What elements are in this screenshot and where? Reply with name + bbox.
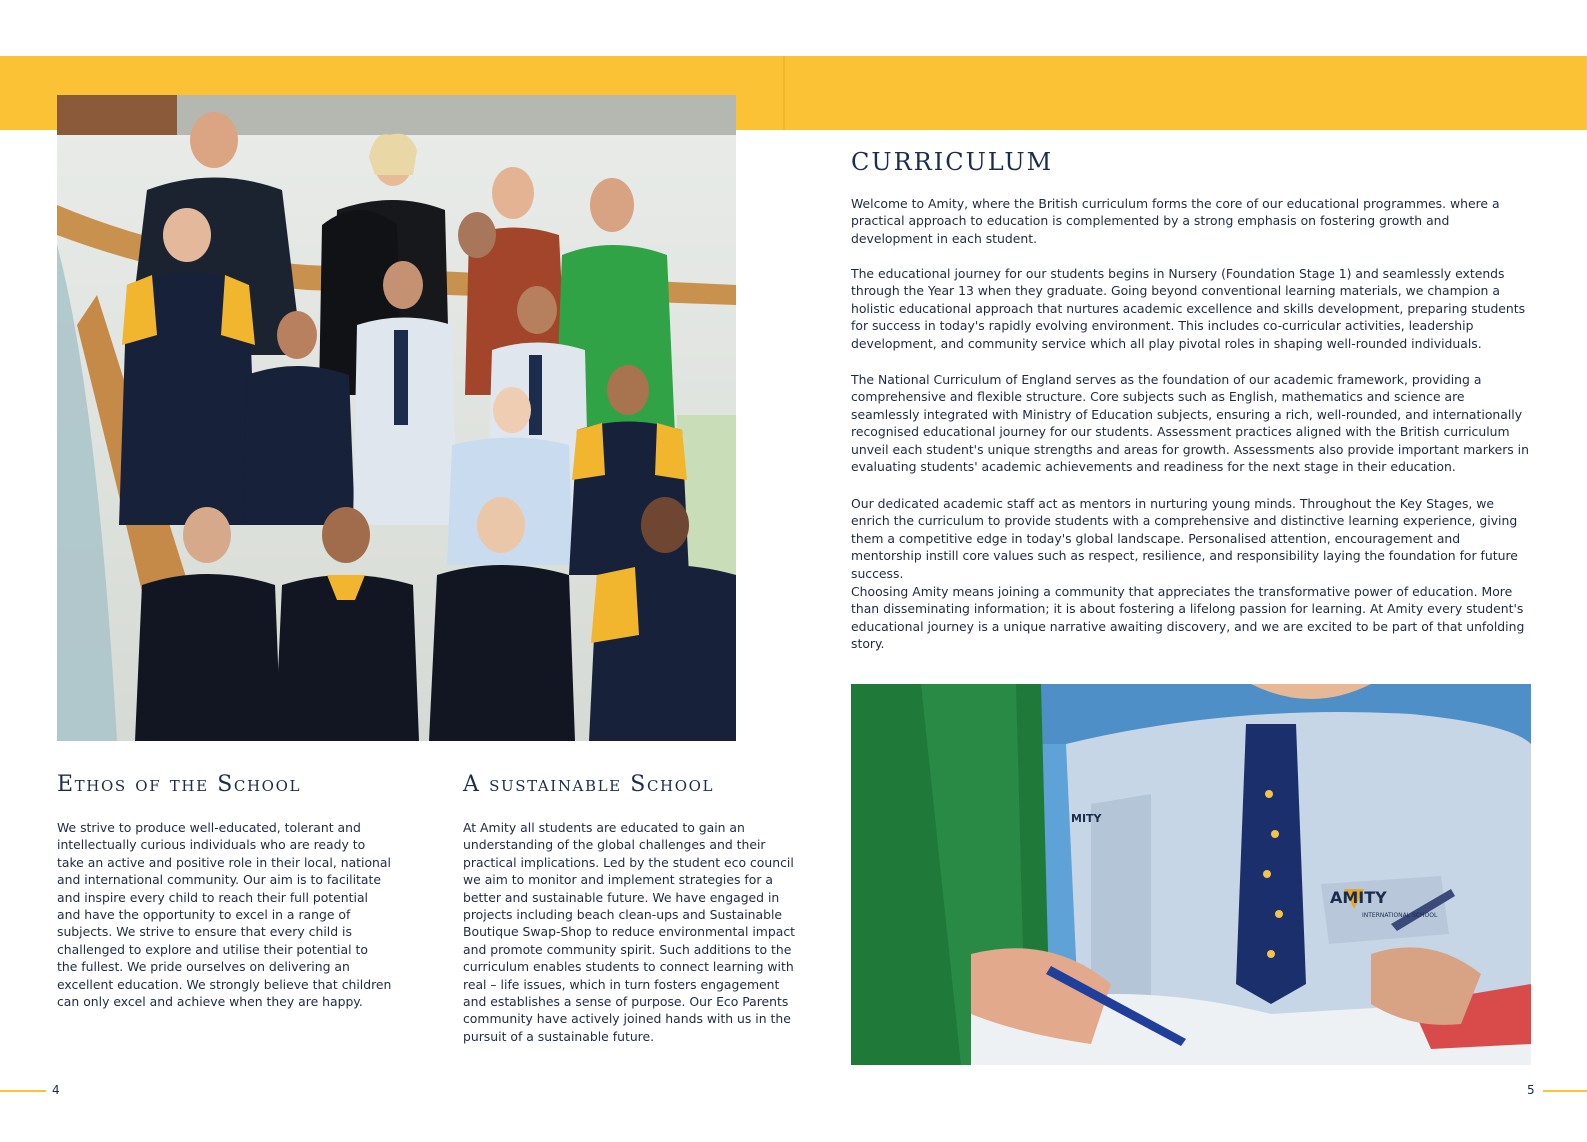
ethos-heading: Ethos of the School (57, 772, 302, 797)
curriculum-paragraph-4: Our dedicated academic staff act as mentors in nurturing young minds. Throughout the Key Stages, we enrich the curriculum to provide students with a comprehensive and distinctive learning experience, giving them a competitive edge in today's global landscape. Personalised attention, encouragement and mentorship instill core values such as respect, resilience, and responsibility laying the foundation for future success. (851, 496, 1518, 581)
page-number-left-rule (0, 1090, 46, 1092)
shirt-logo-text: AMITY (1330, 888, 1387, 907)
curriculum-paragraph-2: The educational journey for our students begins in Nursery (Foundation Stage 1) and seamlessly extends through the Year 13 when they graduate. Going beyond conventional learning materials, we champion a holistic educational approach that nurtures academic excellence and skills development, preparing students for success in today's rapidly evolving environment. This includes co-curricular activities, leadership development, and community service which all play pivotal roles in shaping well-rounded individuals. (851, 266, 1526, 351)
curriculum-paragraph-5: Choosing Amity means joining a community that appreciates the transformative power of education. More than disseminating information; it is about fostering a lifelong passion for learning. At Amity every student's educational journey is a unique narrative awaiting discovery, and we are excited to be part of that unfolding story. (851, 584, 1525, 652)
page-number-right-rule (1543, 1090, 1587, 1092)
ethos-paragraph: We strive to produce well-educated, tolerant and intellectually curious individuals who are ready to take an active and positive role in their local, national and international community. Our aim is to facilitate and inspire every child to reach their full potential and have the opportunity to excel in a range of subjects. We strive to ensure that every child is challenged to explore and utilise their potential to the fullest. We pride ourselves on delivering an excellent education. We strongly believe that children can only excel and achieve when they are happy. (57, 820, 392, 1010)
sustainable-heading: A sustainable School (463, 772, 715, 797)
page-number-right: 5 (1527, 1083, 1535, 1097)
sleeve-logo-text: MITY (1071, 812, 1102, 825)
curriculum-heading: CURRICULUM (851, 148, 1054, 176)
group-photo (57, 95, 736, 741)
student-writing-photo (851, 684, 1531, 1065)
curriculum-paragraph-3: The National Curriculum of England serves as the foundation of our academic framework, providing a comprehensive and flexible structure. Core subjects such as English, mathematics and science are seamlessly integrated with Ministry of Education subjects, ensuring a rich, well-rounded, and internationally recognised educational journey for our students. Assessment practices aligned with the British curriculum unveil each student's unique strengths and areas for growth. Assessments also provide important markers in evaluating students' academic achievements and readiness for the next stage in their education. (851, 372, 1529, 475)
sustainable-paragraph: At Amity all students are educated to gain an understanding of the global challenges and their practical implications. Led by the student eco council we aim to monitor and implement strategies for a better and sustainable future. We have engaged in projects including beach clean-ups and Sustainable Boutique Swap-Shop to reduce environmental impact and promote community spirit. Such additions to the curriculum enables students to connect learning with real – life issues, which in turn fosters engagement and establishes a sense of purpose. Our Eco Parents community have actively joined hands with us in the pursuit of a sustainable future. (463, 820, 795, 1044)
page-spine (783, 56, 785, 130)
page-number-left: 4 (52, 1083, 60, 1097)
curriculum-paragraph-1: Welcome to Amity, where the British curriculum forms the core of our educational programmes. where a practical approach to education is complemented by a strong emphasis on fostering growth and development in each student. (851, 196, 1500, 246)
shirt-logo-subtext: INTERNATIONAL SCHOOL (1362, 912, 1438, 919)
